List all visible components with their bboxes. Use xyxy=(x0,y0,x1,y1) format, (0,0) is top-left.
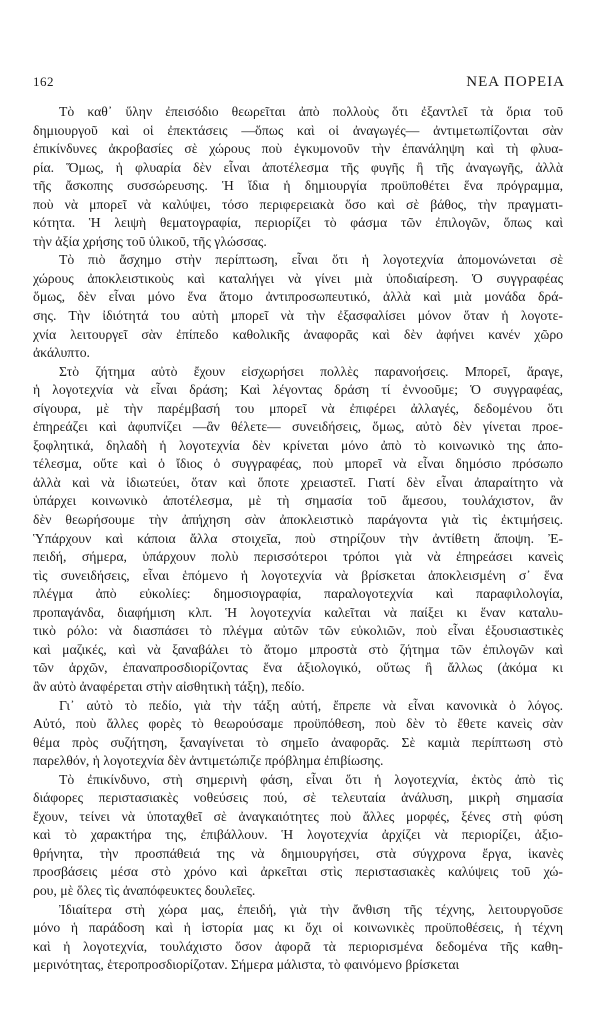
text-line: Στὸ ζήτημα αὐτὸ ἔχουν εἰσχωρήσει πολλὲς παρανοήσεις. Μπορεῖ, ἄραγε, xyxy=(59,363,563,379)
text-line: θέμα πρὸς συζήτηση, ξαναγίνεται τὸ σημεῖο ἀναφορᾶς. Σὲ καμιὰ περίπτωση στὸ xyxy=(33,734,563,750)
text-line: πειδή, σήμερα, ὑπάρχουν πολὺ περισσότεροι τρόποι γιὰ νὰ ἐπηρεάσει κανεὶς xyxy=(33,549,563,565)
page-number: 162 xyxy=(33,74,54,89)
text-line: ἐπηρεάζει καὶ ἀφυπνίζει —ἂν θέλετε— συνειδήσεις, ὅμως, αὐτὸ δὲν γίνεται προε- xyxy=(33,419,563,435)
text-line: ἀλλὰ καὶ νὰ ἰδιωτεύει, ὅταν καὶ ὅποτε χρειαστεῖ. Γιατί δὲν εἶναι ἀπαραίτητο νὰ xyxy=(33,474,563,490)
text-line: προσβάσεις μέσα στὸ χρόνο καὶ ἀρκεῖται στὶς περιστασιακὲς καλύψεις τοῦ χώ- xyxy=(33,864,563,880)
text-line: τέλεσμα, οὔτε καὶ ὁ ἴδιος ὁ συγγραφέας, ποὺ μπορεῖ νὰ εἶναι δημόσιο πρόσωπο xyxy=(33,456,563,472)
text-line: Τὸ καθ᾽ ὕλην ἐπεισόδιο θεωρεῖται ἀπὸ πολλοὺς ὅτι ἐξαντλεῖ τὰ ὅρια τοῦ xyxy=(59,104,563,119)
text-line: τῶν ἀρχῶν, ἐπαναπροσδιορίζοντας ἕνα ἀξιολογικό, οὕτως ἢ ἄλλως (ἀκόμα κι xyxy=(33,660,563,676)
text-line: ἔχουν, τείνει νὰ ὑποταχθεῖ σὲ ἀναγκαιότητες ποὺ ἄλλες μορφές, ξένες στὴ φύση xyxy=(33,808,563,824)
text-line: Τὸ ἐπικίνδυνο, στὴ σημερινὴ φάση, εἶναι ὅτι ἡ λογοτεχνία, ἐκτὸς ἀπὸ τὶς xyxy=(59,771,563,787)
text-line: καὶ τὸ χαρακτήρα της, ἐπιβάλλουν. Ἡ λογοτεχνία ἀρχίζει νὰ περιορίζει, ἀξιο- xyxy=(33,827,563,843)
text-line: ὑπάρχει κοινωνικὸ ἀποτέλεσμα, μὲ τὴ σημασία τοῦ ἄμεσου, τουλάχιστον, ἂν xyxy=(33,493,563,509)
text-line: κότητα. Ἡ λειψὴ θεματογραφία, περιορίζει τὸ φάσμα τῶν ἐπιλογῶν, ὅπως καὶ xyxy=(33,215,563,231)
paragraph xyxy=(33,901,563,975)
text-line: ξοφλητικά, δηλαδὴ ἡ λογοτεχνία δὲν κρίνεται μόνο ἀπὸ τὸ κοινωνικὸ της ἀπο- xyxy=(33,437,563,453)
text-line: ἂν αὐτὸ ἀναφέρεται στὴν αἰσθητικὴ τάξη), πεδίο. xyxy=(33,678,305,694)
body-text xyxy=(33,103,563,975)
text-line: Ἰδιαίτερα στὴ χώρα μας, ἐπειδή, γιὰ τὴν ἄνθιση τῆς τέχνης, λειτουργοῦσε xyxy=(59,901,563,917)
text-line: μόνο ἡ παράδοση καὶ ἡ ἱστορία μας κι ὄχι οἱ κοινωνικὲς προϋποθέσεις, ἡ τέχνη xyxy=(33,920,563,936)
text-line: τὴν ἀξία χρήσης τοῦ ὑλικοῦ, τῆς γλώσσας. xyxy=(33,233,267,249)
text-line: καὶ μαζικές, καὶ νὰ ξαναβάλει τὸ ἄτομο μπροστὰ στὸ ζήτημα τῶν ἐπιλογῶν καὶ xyxy=(33,641,563,657)
text-line: τικὸ ρόλο: νὰ διασπάσει τὸ πλέγμα αὐτῶν τῶν εὐκολιῶν, ποὺ εἶναι ἐξουσιαστικὲς xyxy=(33,623,563,639)
text-line: πλέγμα ἀπὸ εὐκολίες: δημοσιογραφία, παραλογοτεχνία καὶ παραφιλολογία, xyxy=(33,586,563,602)
text-line: τὶς συνειδήσεις, εἶναι ἑπόμενο ἡ λογοτεχνία νὰ βρίσκεται ἀποκλεισμένη σ᾽ ἕνα xyxy=(33,567,563,583)
journal-title: ΝΕΑ ΠΟΡΕΙΑ xyxy=(466,74,565,90)
text-line: σίγουρα, μὲ τὴν παρέμβασή του μπορεῖ νὰ ἐπιφέρει ἀλλαγές, δεδομένου ὅτι xyxy=(33,400,563,416)
text-line: ρου, μὲ ὅλες τὶς ἀναπόφευκτες δουλεῖες. xyxy=(33,882,256,898)
paragraph xyxy=(33,103,563,251)
text-line: διάφορες περιστασιακὲς νοθεύσεις πού, σὲ τελευταία ἀνάλυση, μικρὴ σημασία xyxy=(33,790,563,806)
text-line: ποὺ νὰ μπορεῖ νὰ καλύψει, τόσο περιφερειακὰ ὅσο καὶ σὲ βάθος, τὴν πραγματι- xyxy=(33,196,563,212)
text-line: Τὸ πιὸ ἄσχημο στὴν περίπτωση, εἶναι ὅτι ἡ λογοτεχνία ἀπομονώνεται σὲ xyxy=(59,252,563,268)
text-line: προπαγάνδα, διαφήμιση κλπ. Ἡ λογοτεχνία καλεῖται νὰ παίξει κι ἕναν καταλυ- xyxy=(33,604,563,620)
text-line: Αὐτό, ποὺ ἄλλες φορὲς τὸ θεωρούσαμε προϋπόθεση, ποὺ δὲν τὸ ἔθετε κανεὶς σὰν xyxy=(33,716,563,732)
paragraph xyxy=(33,771,563,901)
text-line: μερινότητας, ἑτεροπροσδιορίζοταν. Σήμερα μάλιστα, τὸ φαινόμενο βρίσκεται xyxy=(33,957,460,973)
paragraph xyxy=(33,251,563,362)
text-line: καὶ ἡ λογοτεχνία, τουλάχιστο ὅσον ἀφορᾶ τὰ περιορισμένα δεδομένα τῆς καθη- xyxy=(33,938,563,954)
text-line: ρία. Ὅμως, ἡ φλυαρία δὲν εἶναι ἀποτέλεσμα τῆς φυγῆς ἢ τῆς ἀναγωγῆς, ἀλλὰ xyxy=(33,159,563,175)
text-line: ἐπικίνδυνες ἀκροβασίες σὲ χώρους ποὺ ἐγκυμονοῦν τὴν ἐπανάληψη καὶ τὴ φλυα- xyxy=(33,141,563,157)
paragraph xyxy=(33,697,563,771)
text-line: Ὑπάρχουν καὶ κάποια ἄλλα στοιχεῖα, ποὺ στηρίζουν τὴν ἀντίθετη ἄποψη. Ἐ- xyxy=(33,530,563,546)
text-line: παρελθόν, ἡ λογοτεχνία δὲν ἀντιμετώπιζε πρόβλημα ἐπιβίωσης. xyxy=(33,753,384,769)
text-line: Γι᾽ αὐτὸ τὸ πεδίο, γιὰ τὴν τάξη αὐτή, ἔπρεπε νὰ εἶναι κανονικὰ ὁ λόγος. xyxy=(59,697,563,713)
text-line: ἡ λογοτεχνία νὰ εἶναι δράση; Καὶ λέγοντας δράση τί ἐννοοῦμε; Ὁ συγγραφέας, xyxy=(33,382,563,398)
text-line: δημιουργοῦ καὶ οἱ ἐπεκτάσεις —ὅπως καὶ οἱ ἀναγωγές— ἀντιμετωπίζονται σὰν xyxy=(33,122,563,138)
text-line: δὲν θεωρήσουμε τὴν ἀπήχηση σὰν ἀποκλειστικὸ παράγοντα γιὰ τὶς ἐκτιμήσεις. xyxy=(33,512,563,528)
text-line: τῆς ἄσκοπης συσσώρευσης. Ἡ ἴδια ἡ δημιουργία προϋποθέτει ἕνα πρόγραμμα, xyxy=(33,178,563,194)
text-line: ὅμως, δὲν εἶναι μόνο ἕνα ἄτομο ἀντιπροσωπευτικό, ἀλλὰ καὶ μιὰ μονάδα δρά- xyxy=(33,289,563,305)
text-line: θρήνητα, τὴν προσπάθειά της νὰ δημιουργήσει, στὰ σύγχρονα ἔργα, ἱκανὲς xyxy=(33,845,563,861)
paragraph xyxy=(33,363,563,697)
text-line: ἀκάλυπτο. xyxy=(33,345,90,361)
page-header xyxy=(33,74,565,91)
text-line: χνία λειτουργεῖ σὰν ἐπίπεδο καθολικῆς ἀναφορᾶς καὶ δὲν ἀφήνει κανέν χῶρο xyxy=(33,326,563,342)
text-line: σης. Τὴν ἰδιότητά του αὐτὴ μπορεῖ νὰ τὴν ἐξασφαλίσει μόνον ὅταν ἡ λογοτε- xyxy=(33,308,563,324)
text-line: χώρους ἀποκλειστικοὺς καὶ καταλήγει νὰ γίνει μιὰ ὑποδιαίρεση. Ὁ συγγραφέας xyxy=(33,270,563,286)
